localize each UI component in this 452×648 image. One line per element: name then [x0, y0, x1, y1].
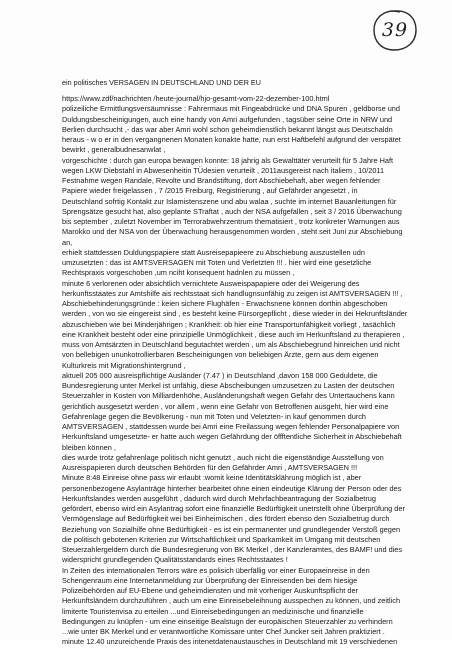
- text-line: vorgeschichte : durch gan europa bewagen konnte: 18 jahrig als Gewalttäter verurteilt für 5 Jahre Haft: [62, 155, 394, 165]
- text-line: die politisch gebotenen Kriterien zur Wirtschaftlichkeit und Sparkamkeit im Umgang mit deutschen: [62, 534, 381, 544]
- text-line: AMTSVERSAGEN , stattdessen wurde bei Amri eine Freilassung wegen fehlender Personalpapiere von: [62, 422, 400, 431]
- text-line: heraus - w o er in den vergangnenen Monaten konakte hatte, nun erst Haftbefehl aufgrund der verspätet: [62, 135, 401, 144]
- text-line: Abschiebehinderungsgründe : keien sichere Flughäfen - Erwachsnene können dorthin abgeschoben: [62, 299, 388, 308]
- text-line: In Zeiten des internationalen Terrors wäre es polisich überfällig vor einer Europaeinreise in den: [62, 565, 370, 575]
- text-line: umzusetzten : das ist AMTSVERSAGEN mit Toten und Verletzten !!! . hier wird eine gesetzliche: [62, 258, 372, 267]
- text-line: abzuschieben wie bei Minderjährigen ; Krankheit: ob hier eine Transportunfähigkeit vorliegt , tasächlich: [62, 319, 396, 329]
- text-line: aktuell 205 000 ausreispflichtige Ausländer (7.47 ) in Deutschland ,davon 158 000 Geduldete, die: [62, 370, 378, 380]
- text-line: gefördert, ebenso wird ein Asylantrag sofort eine finanzielle Bedürftigkeit unetrstellt ohne Überprüfung der: [62, 504, 405, 513]
- text-line: limiterte Touristenvisa zu erteilen ...und Einreisebedingungen an medizinische und finanzielle: [62, 606, 364, 616]
- text-line: personenbezogene Asylanträge hinterher bearbeitet ohne einen eindeutige Klärung der Person oder des: [62, 483, 402, 493]
- text-line: ...wie unter BK Merkel und er verantwortliche Komissare unter Chef Juncker seit Jahren praktiziert .: [62, 627, 385, 636]
- text-line: Polizeibehörden auf EU-Ebene und geheimdiensten und mit vorheriger Auskunftspflicht der: [62, 586, 358, 595]
- text-line: gerichtlich ausgesetzt werden , vor allem , wenn eine Gefahr von Betroffenen ausgeht, hier wird eine: [62, 401, 389, 411]
- text-line: Rechtspraxis vorgeschoben ,um nciht konsequent hadnlen zu müssen ,: [62, 268, 295, 278]
- document-heading: ein politisches VERSAGEN IN DEUTSCHLAND UND DER EU: [62, 78, 261, 87]
- text-line: Bedingungen zu knüpfen - um eine einseitige Bealstugn der europäischen Steuerzahler zu verhindern: [62, 616, 393, 626]
- text-line: muss von Amtsärzten in Deutschland begutachtet werden , um als Abschiebegrund hinreichen und nicht: [62, 340, 400, 349]
- text-line: Duldungsbescheinigungen, auch eine handy von Amri aufgefunden , tagsüber seine Orte in NRW und: [62, 114, 393, 124]
- text-line: Steuerzahler in Kosten von Milliardenhöhe, Ausländerungshaft wegen Gefahr des Untertauchens kann: [62, 391, 395, 401]
- text-line: Berlien durchsucht ,- das war aber Amri wohl schon geheimdienstlich bekannt längst aus Deutschaldn: [62, 124, 393, 134]
- text-line: an,: [62, 237, 73, 247]
- text-line: Papiere wieder freigelassen , 7 /2015 Freiburg, Registrierung , auf Gefährder angesetzt , in: [62, 186, 358, 196]
- text-line: Beziehung von Sozialhilfe ohne Bedürftigkeit - es ist ein permanenter und grundlegender Verstoß gegen: [62, 524, 401, 534]
- text-line: Ausreispapieren durch deutschen Behörden für den Gefährder Amri , AMTSVERSAGEN !!!: [62, 463, 358, 472]
- text-line: Gefahrenlage gegen die Bevölkerung - nun mit Toten und Veletzten- in kauf genommen durch: [62, 411, 367, 421]
- text-line: Festnahme wegen Randale, Revolte und Brandstiftung, dort Abschiebehaft, aber wegen fehlender: [62, 176, 381, 185]
- text-line: Deutschland sofrtig Kontakt zur Islamistenszene und abu walaa , suchte im internet Bauanleitungen für: [62, 196, 397, 206]
- text-line: erhielt stattdessen Duldungspapiere statt Ausreisepapieere zu Abschiebung auszustellen udn: [62, 247, 365, 257]
- text-line: widerspricht grundlegenden Qualitätsstandards eines Rechtsstaates !: [62, 555, 288, 565]
- text-line: minute 12.40 unzureichende Praxis des intenetdatenaustausches in Deutschland mit 19 verschiedenen: [62, 637, 398, 647]
- text-line: minute 6 verlorenen oder absichtlich vernichtete Ausweispapapiere oder dei Weigerung des: [62, 278, 360, 288]
- text-line: Steuerzahlergeldern durch die Bundesregierung von BK Merkel , der Kanzleramtes, des BAMF! und dies: [62, 545, 403, 554]
- text-line: https://www.zdf/nachrichten /heute-journal/hjo-gesamt-vom-22-dezember-100.html: [62, 94, 330, 103]
- text-line: bleiben können ,: [62, 442, 116, 452]
- text-line: dies wurde trotz gefahrenlage politisch nicht genutzt , auch nicht die eigenständige Ausstellung von: [62, 452, 384, 462]
- text-line: Herkunftsländern durchzuführen , auch um eine Einreisebeleihnung ausspechen zu können, und zeitlich: [62, 596, 401, 606]
- body-text: [62, 94, 418, 647]
- text-line: bewirkt , generalbudnesanwlat ,: [62, 145, 166, 155]
- text-line: Kulturkreis mit Migrationshintergrund ,: [62, 360, 186, 370]
- text-line: werden , von wo sie eingereist sind , es besteht keine Fürsorgepflicht , diese wieder in dei Hekrunftsländer: [62, 309, 408, 319]
- text-line: Herkunftsland umgesetzte- er hatte auch wegen Gefährdung der öffftentliche Sicherheit in Abschiebehaft: [62, 432, 402, 442]
- text-line: Vermögenslage auf Bedürftigkeit wei bei Einheimischen , dies fördert ebenso den Sozialbetrug durch: [62, 514, 390, 524]
- text-line: eine Krankheit besteht oder eine prinzipielle Unmöglichkeit , diese auch im Herkunftsland zu therapieren ,: [62, 329, 405, 339]
- text-line: bis september , zuletzt November im Terrorabwehrzentrum thematisiert , trotz konkreter Warnungen aus: [62, 217, 400, 226]
- text-line: Schengenraum eine Internetanmeldung zur Überprüfung der Einreisenden bei dem hiesige: [62, 575, 358, 585]
- page-number-circle: [372, 8, 418, 52]
- text-line: herkunftsstaates zur Amtshilfe ais rechtsstaat sich handlugnsunfähig zu zeigen ist AMTSVERSAGEN !!! ,: [62, 288, 403, 298]
- text-line: Marokko und der NSA von der Überwachung herausgenommen worden , steht seit Juni zur Abschiebung: [62, 227, 403, 237]
- text-line: polizeiliche Ermittlungsversäumnisse : Fahrermaus mit Fingeabdrücke und DNA Spuren , geldborse und: [62, 104, 400, 114]
- text-line: Sprengsätze gesucht hat, also geplante STraftat , auch der NSA aufgefallen , seit 3 / 2016 Überwachung: [62, 206, 402, 216]
- text-line: Herkunftslandes werden ausgeführt , dadurch wird durch Mehrfachbeantragung der Sozialbetrug: [62, 493, 376, 503]
- text-line: wegen LKW Diebstahl in Abwesenheitin TÜdesien verurteilt , 2011ausgereist nach italiem , 10/2011: [62, 165, 385, 175]
- text-line: von bellebigen ununkotrollierbaren Bescheinigungen von beliebigen Ärzte, gern aus dem eigenen: [62, 350, 379, 360]
- text-line: Bundesregierung unter Merkel ist unfähig, diese Abscheibungen umzusetzen zu Lasten der deutschen: [62, 381, 395, 390]
- page-number: 39: [381, 19, 409, 41]
- text-line: Minute 8:48 Einreise ohne pass wir erlaubt :womit keine Identitätsklährung möglich ist , aber: [62, 473, 362, 483]
